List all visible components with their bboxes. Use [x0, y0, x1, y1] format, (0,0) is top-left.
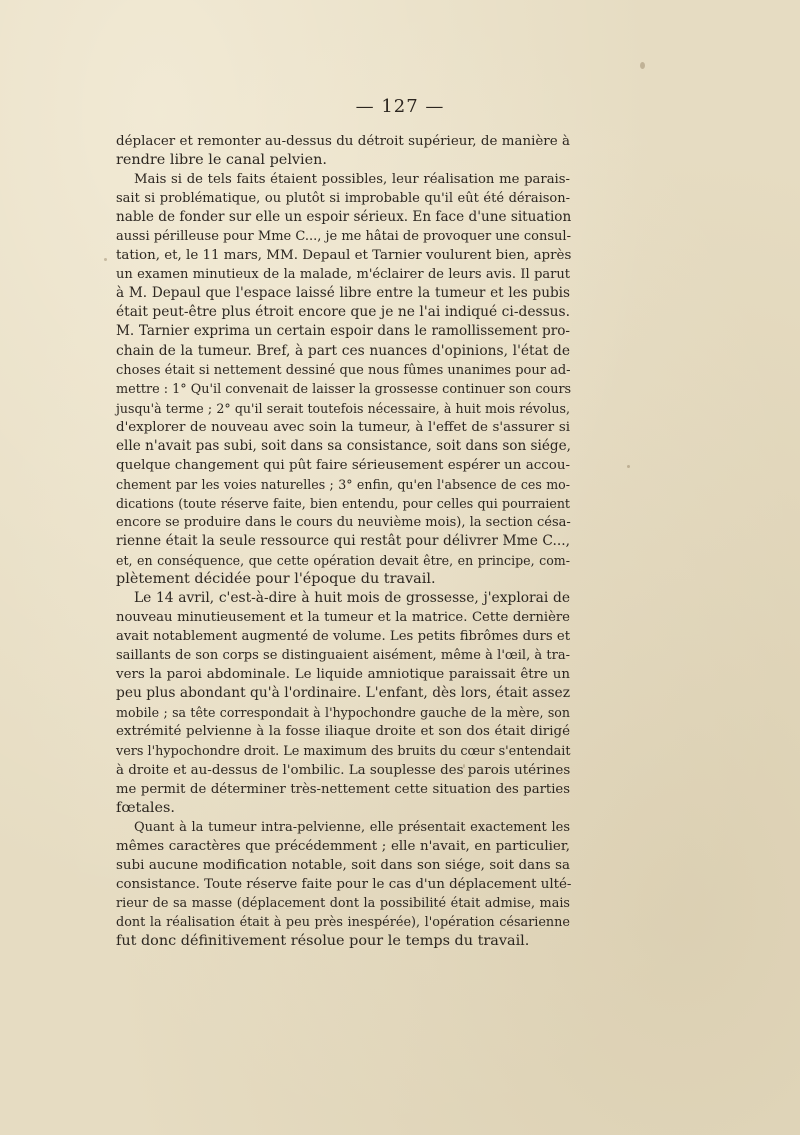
text-line: vers la paroi abdominale. Le liquide amniotique paraissait être un	[116, 667, 570, 683]
text-line: nable de fonder sur elle un espoir sérieux. En face d'une situation	[116, 209, 572, 226]
body-text	[116, 132, 570, 951]
text-line: fœtales.	[116, 799, 175, 816]
text-line: était peut-être plus étroit encore que je ne l'ai indiqué ci-dessus.	[116, 304, 570, 321]
text-line: M. Tarnier exprima un certain espoir dans le ramollissement pro-	[116, 323, 570, 340]
text-line: déplacer et remonter au-dessus du détroit supérieur, de manière à	[116, 134, 570, 149]
text-line: mêmes caractères que précédemment ; elle n'avait, en particulier,	[116, 838, 570, 854]
text-line: avait notablement augmenté de volume. Les petits fibrômes durs et	[116, 629, 570, 645]
text-line: nouveau minutieusement et la tumeur et la matrice. Cette dernière	[116, 610, 570, 626]
paper-speck	[640, 62, 645, 69]
text-line: subi aucune modification notable, soit dans son siége, soit dans sa	[116, 857, 570, 873]
text-line: chain de la tumeur. Bref, à part ces nuances d'opinions, l'état de	[116, 342, 570, 359]
text-line: mobile ; sa tête correspondait à l'hypochondre gauche de la mère, son	[116, 705, 570, 721]
text-line: Quant à la tumeur intra-pelvienne, elle présentait exactement les	[134, 819, 570, 835]
paper-speck	[104, 258, 107, 261]
paper-speck	[627, 465, 630, 468]
text-line: dications (toute réserve faite, bien entendu, pour celles qui pourraient	[116, 495, 570, 511]
text-line: et, en conséquence, que cette opération devait être, en principe, com-	[116, 553, 570, 569]
text-line: tation, et, le 11 mars, MM. Depaul et Tarnier voulurent bien, après	[116, 248, 572, 264]
text-line: extrémité pelvienne à la fosse iliaque droite et son dos était dirigé	[116, 724, 570, 740]
text-line: plètement décidée pour l'époque du travail.	[116, 571, 436, 588]
text-line: fut donc définitivement résolue pour le temps du travail.	[116, 932, 530, 949]
text-line: Mais si de tels faits étaient possibles, leur réalisation me parais-	[134, 172, 570, 188]
text-line: à droite et au-dessus de l'ombilic. La souplesse des parois utérines	[116, 762, 571, 778]
text-line: vers l'hypochondre droit. Le maximum des bruits du cœur s'entendait	[116, 743, 571, 759]
text-line: jusqu'à terme ; 2° qu'il serait toutefois nécessaire, à huit mois révolus,	[116, 400, 570, 416]
text-line: saillants de son corps se distinguaient aisément, même à l'œil, à tra-	[116, 648, 570, 664]
text-line: encore se produire dans le cours du neuvième mois), la section césa-	[116, 514, 571, 530]
text-line: quelque changement qui pût faire sérieusement espérer un accou-	[116, 457, 570, 473]
text-line: peu plus abondant qu'à l'ordinaire. L'enfant, dès lors, était assez	[116, 685, 570, 702]
text-line: un examen minutieux de la malade, m'éclairer de leurs avis. Il parut	[116, 267, 570, 283]
text-line: à M. Depaul que l'espace laissé libre entre la tumeur et les pubis	[116, 285, 570, 302]
text-line: elle n'avait pas subi, soit dans sa consistance, soit dans son siége,	[116, 437, 571, 454]
text-line: choses était si nettement dessiné que nous fûmes unanimes pour ad-	[116, 362, 571, 378]
text-line: rienne était la seule ressource qui restât pour délivrer Mme C...,	[116, 532, 570, 549]
text-line: rendre libre le canal pelvien.	[116, 152, 328, 169]
page-number-header: — 127 —	[355, 96, 445, 117]
text-line: rieur de sa masse (déplacement dont la possibilité était admise, mais	[116, 895, 570, 911]
text-line: mettre : 1° Qu'il convenait de laisser la grossesse continuer son cours	[116, 381, 572, 397]
paper-speck	[463, 764, 465, 768]
text-line: aussi périlleuse pour Mme C..., je me hâtai de provoquer une consul-	[116, 229, 571, 245]
text-line: chement par les voies naturelles ; 3° enfin, qu'en l'absence de ces mo-	[116, 476, 570, 492]
text-line: consistance. Toute réserve faite pour le cas d'un déplacement ulté-	[116, 876, 572, 892]
text-line: dont la réalisation était à peu près inespérée), l'opération césarienne	[116, 914, 570, 930]
text-line: me permit de déterminer très-nettement cette situation des parties	[116, 781, 570, 797]
text-line: Le 14 avril, c'est-à-dire à huit mois de grossesse, j'explorai de	[134, 590, 570, 607]
text-line: sait si problématique, ou plutôt si improbable qu'il eût été déraison-	[116, 191, 570, 207]
text-line: d'explorer de nouveau avec soin la tumeur, à l'effet de s'assurer si	[116, 419, 570, 435]
